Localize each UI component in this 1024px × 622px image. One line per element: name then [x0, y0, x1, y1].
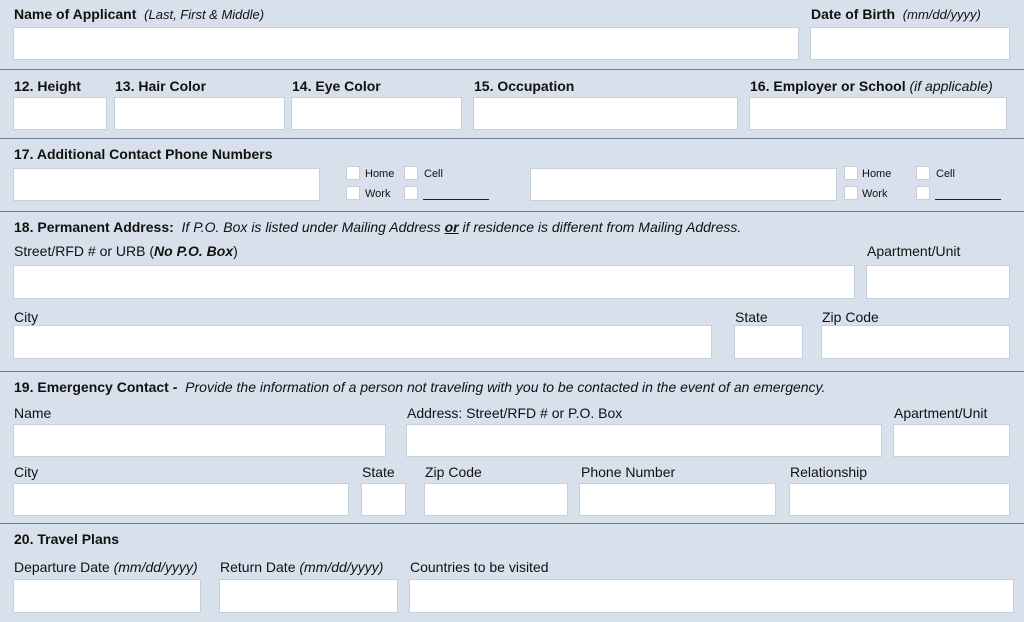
- phone-1-work-checkbox[interactable]: [346, 186, 360, 200]
- state-field[interactable]: [734, 325, 803, 359]
- phone-2-work-label: Work: [862, 188, 888, 200]
- emergency-phone-field[interactable]: [579, 483, 776, 516]
- phone-1-cell-label: Cell: [424, 168, 443, 180]
- apt-label: Apartment/Unit: [867, 243, 961, 259]
- emergency-city-field[interactable]: [13, 483, 349, 516]
- hair-color-label: 13. Hair Color: [115, 78, 207, 94]
- emergency-phone-label: Phone Number: [581, 464, 676, 480]
- phone-2-other-checkbox[interactable]: [916, 186, 930, 200]
- phone-1-home-label: Home: [365, 168, 395, 180]
- employer-label: 16. Employer or School (if applicable): [750, 78, 993, 94]
- permanent-address-section: [0, 212, 1024, 372]
- phone-1-other-checkbox[interactable]: [404, 186, 418, 200]
- street-label: Street/RFD # or URB (No P.O. Box): [14, 243, 238, 259]
- emergency-address-field[interactable]: [406, 424, 882, 457]
- travel-title: 20. Travel Plans: [14, 531, 120, 547]
- travel-section: [0, 524, 1024, 622]
- phone-2-home-label: Home: [862, 168, 892, 180]
- emergency-relationship-field[interactable]: [789, 483, 1010, 516]
- phone-2-cell-checkbox[interactable]: [916, 166, 930, 180]
- emergency-state-label: State: [362, 464, 395, 480]
- zip-field[interactable]: [821, 325, 1010, 359]
- hair-color-field[interactable]: [114, 97, 285, 130]
- applicant-section: [0, 0, 1024, 70]
- phone-2-cell-label: Cell: [936, 168, 955, 180]
- zip-label: Zip Code: [822, 309, 879, 325]
- emergency-name-label: Name: [14, 405, 52, 421]
- phones-section: [0, 139, 1024, 212]
- eye-color-label: 14. Eye Color: [292, 78, 381, 94]
- return-label: Return Date (mm/dd/yyyy): [220, 559, 384, 575]
- emergency-relationship-label: Relationship: [790, 464, 868, 480]
- countries-label: Countries to be visited: [410, 559, 549, 575]
- phone-2-other-line[interactable]: [935, 199, 1001, 200]
- state-label: State: [735, 309, 768, 325]
- physical-section: [0, 70, 1024, 139]
- applicant-name-field[interactable]: [13, 27, 799, 60]
- occupation-field[interactable]: [473, 97, 738, 130]
- dob-label: Date of Birth (mm/dd/yyyy): [811, 6, 981, 22]
- phones-title: 17. Additional Contact Phone Numbers: [14, 146, 273, 162]
- name-label: Name of Applicant (Last, First & Middle): [14, 6, 265, 22]
- employer-field[interactable]: [749, 97, 1007, 130]
- emergency-apt-field[interactable]: [893, 424, 1010, 457]
- occupation-label: 15. Occupation: [474, 78, 575, 94]
- emergency-state-field[interactable]: [361, 483, 406, 516]
- eye-color-field[interactable]: [291, 97, 462, 130]
- height-label: 12. Height: [14, 78, 81, 94]
- phone-2-field[interactable]: [530, 168, 837, 201]
- phone-1-home-checkbox[interactable]: [346, 166, 360, 180]
- permanent-title: 18. Permanent Address: If P.O. Box is listed under Mailing Address or if residence is different from Mailing Address.: [14, 219, 742, 235]
- height-field[interactable]: [13, 97, 107, 130]
- emergency-section: [0, 372, 1024, 524]
- emergency-name-field[interactable]: [13, 424, 386, 457]
- phone-2-home-checkbox[interactable]: [844, 166, 858, 180]
- street-field[interactable]: [13, 265, 855, 299]
- departure-label: Departure Date (mm/dd/yyyy): [14, 559, 198, 575]
- city-field[interactable]: [13, 325, 712, 359]
- departure-field[interactable]: [13, 579, 201, 613]
- countries-field[interactable]: [409, 579, 1014, 613]
- return-field[interactable]: [219, 579, 398, 613]
- emergency-apt-label: Apartment/Unit: [894, 405, 988, 421]
- phone-1-work-label: Work: [365, 188, 391, 200]
- emergency-address-label: Address: Street/RFD # or P.O. Box: [407, 405, 623, 421]
- emergency-title: 19. Emergency Contact - Provide the information of a person not traveling with you to be contacted in the event of an emergency.: [14, 379, 826, 395]
- phone-2-work-checkbox[interactable]: [844, 186, 858, 200]
- phone-1-field[interactable]: [13, 168, 320, 201]
- apt-field[interactable]: [866, 265, 1010, 299]
- city-label: City: [14, 309, 39, 325]
- emergency-zip-label: Zip Code: [425, 464, 482, 480]
- emergency-zip-field[interactable]: [424, 483, 568, 516]
- dob-field[interactable]: [810, 27, 1010, 60]
- phone-1-other-line[interactable]: [423, 199, 489, 200]
- phone-1-cell-checkbox[interactable]: [404, 166, 418, 180]
- emergency-city-label: City: [14, 464, 39, 480]
